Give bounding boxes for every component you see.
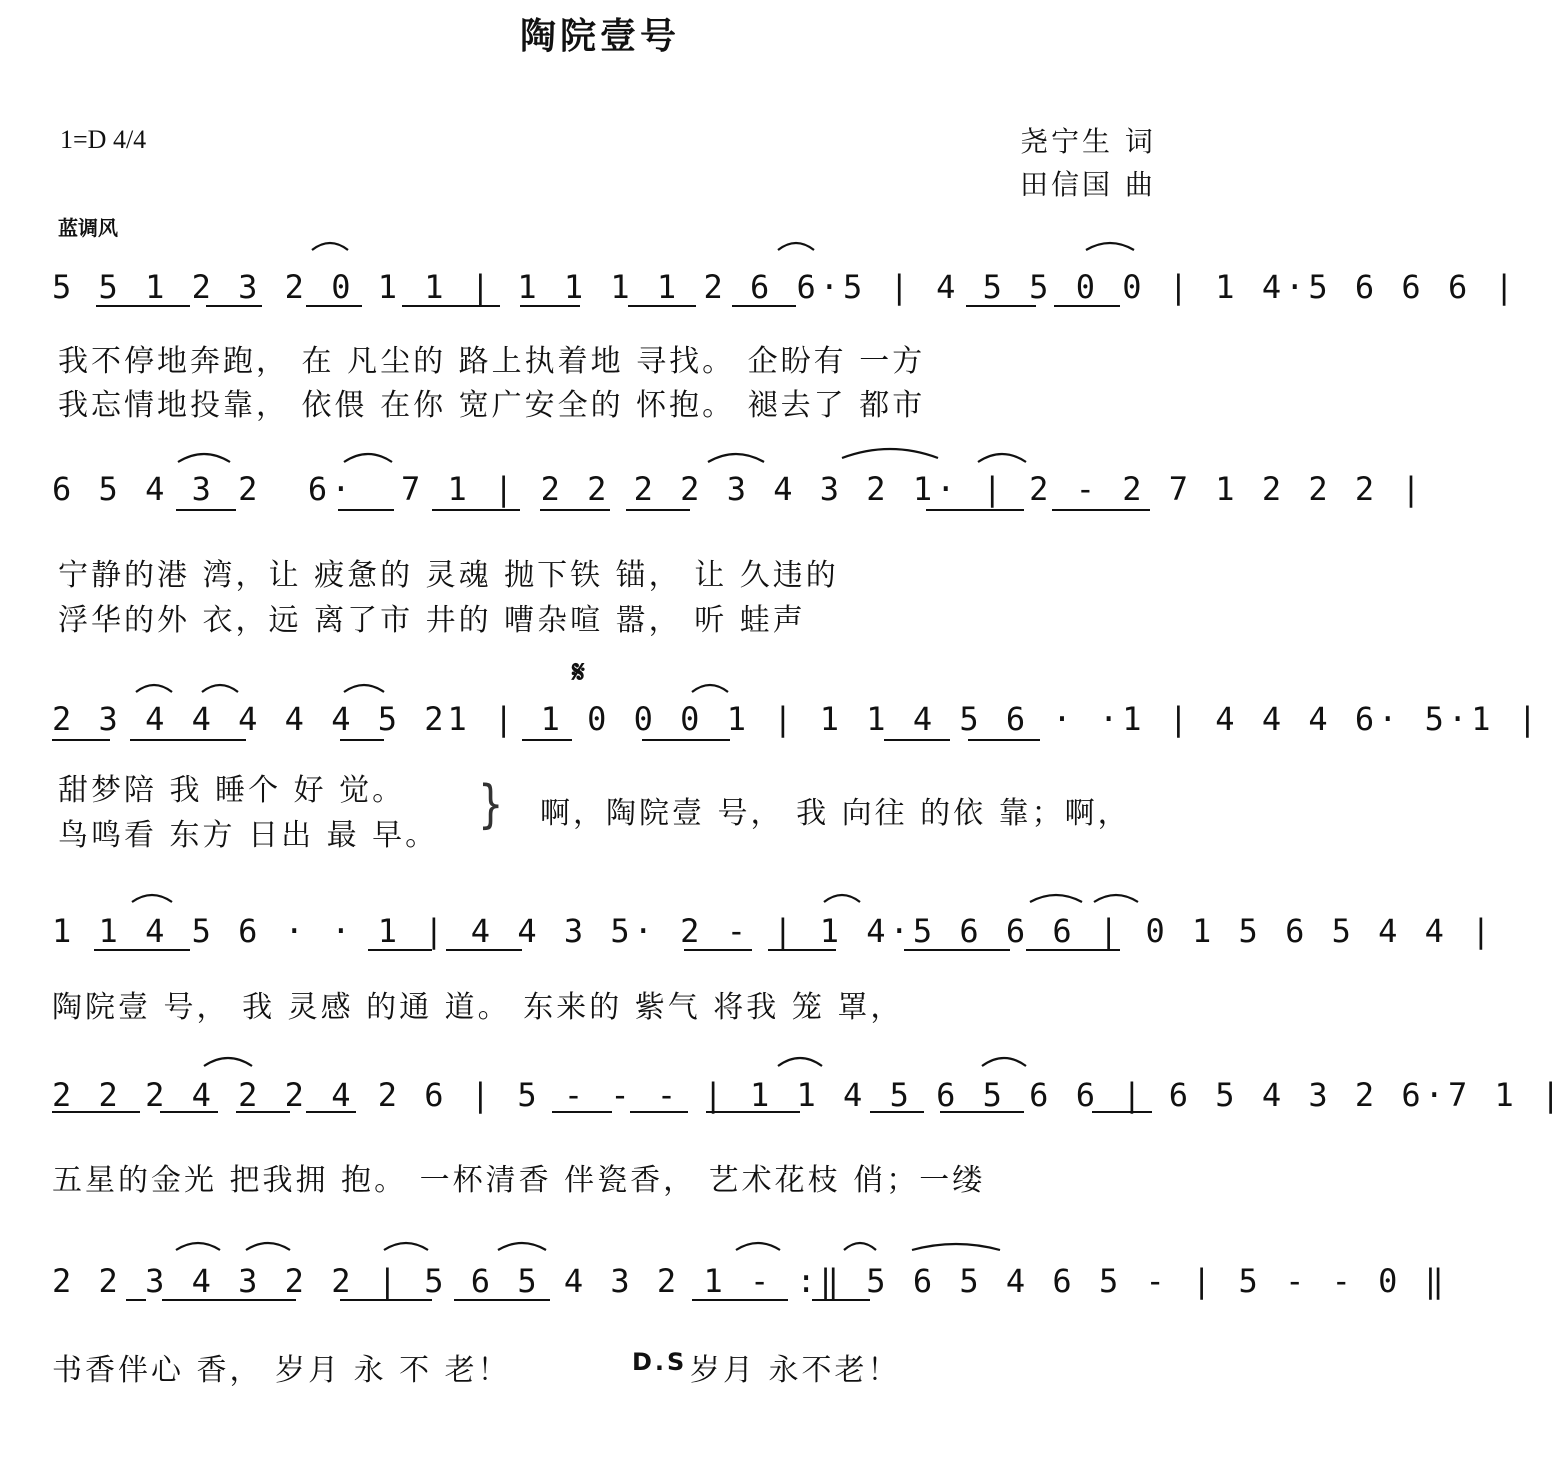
slur-15: [1030, 895, 1082, 902]
slur-25: [844, 1243, 876, 1250]
lyric-line-2a: 宁静的港 湾，让 疲惫的 灵魂 抛下铁 锚， 让 久违的: [58, 558, 839, 593]
slur-14: [824, 895, 860, 902]
lyric-line-3b: 鸟鸣看 东方 日出 最 早。: [58, 818, 439, 853]
lyric-line-5: 五星的金光 把我拥 抱。 一杯清香 伴瓷香， 艺术花枝 俏；一缕: [52, 1163, 986, 1198]
verse-brace: }: [478, 775, 504, 835]
slur-3: [1086, 243, 1134, 250]
slur-4: [178, 454, 230, 462]
slur-6: [708, 454, 764, 462]
slur-8: [978, 454, 1026, 462]
lyric-line-3a: 甜梦陪 我 睡个 好 觉。: [58, 773, 406, 808]
slur-10: [202, 685, 238, 692]
slur-12: [692, 685, 728, 692]
slur-11: [344, 685, 384, 692]
slur-19: [982, 1058, 1026, 1066]
slur-18: [778, 1058, 822, 1066]
lyric-line-4: 陶院壹 号， 我 灵感 的通 道。 东来的 紫气 将我 笼 罩，: [52, 990, 904, 1025]
notation-line-1: 5 5 1 2 3 2 0 1 1 | 1 1 1 1 2 6 6·5 | 4 5 5 0 0 | 1 4·5 6 6 6 |: [52, 268, 1518, 306]
slur-21: [246, 1243, 290, 1250]
slur-23: [498, 1243, 546, 1250]
style-label: 蓝调风: [58, 216, 118, 240]
slur-16: [1094, 895, 1138, 902]
slur-17: [204, 1058, 252, 1066]
segno-mark: 𝄋: [572, 655, 585, 690]
notation-line-5: 2 2 2 4 2 2 4 2 6 | 5 - - - | 1 1 4 5 6 5 6 6 | 6 5 4 3 2 6·7 1 |: [52, 1076, 1564, 1114]
coda-lyric: 岁月 永不老！: [690, 1353, 901, 1388]
lyric-line-1a: 我不停地奔跑， 在 凡尘的 路上执着地 寻找。 企盼有 一方: [58, 344, 926, 379]
lyricist-credit: 尧宁生 词: [1020, 125, 1156, 158]
notation-line-2: 6 5 4 3 2 6· 7 1 | 2 2 2 2 3 4 3 2 1· | 2 - 2 7 1 2 2 2 |: [52, 470, 1425, 508]
lyric-line-6: 书香伴心 香， 岁月 永 不 老！: [52, 1353, 511, 1388]
song-title: 陶院壹号: [519, 16, 680, 57]
refrain-lyric: 啊，陶院壹 号， 我 向往 的依 靠；啊，: [540, 796, 1131, 831]
slur-13: [132, 895, 172, 902]
notation-line-6: 2 2 3 4 3 2 2 | 5 6 5 4 3 2 1 - :‖ 5 6 5 4 6 5 - | 5 - - 0 ‖: [52, 1262, 1448, 1300]
lyric-line-1b: 我忘情地投靠， 依偎 在你 宽广安全的 怀抱。 褪去了 都市: [58, 388, 926, 423]
notation-line-3: 2 3 4 4 4 4 4 5 21 | 1 0 0 0 1 | 1 1 4 5 6 · ·1 | 4 4 4 6· 5·1 |: [52, 700, 1541, 738]
slur-26: [912, 1244, 1000, 1250]
slur-9: [136, 685, 172, 692]
slur-24: [736, 1243, 780, 1250]
slur-20: [176, 1243, 220, 1250]
notation-line-4: 1 1 4 5 6 · · 1 | 4 4 3 5· 2 - | 1 4·5 6 6 6 | 0 1 5 6 5 4 4 |: [52, 912, 1495, 950]
key-signature: 1=D 4/4: [60, 125, 147, 154]
lyric-line-2b: 浮华的外 衣，远 离了市 井的 嘈杂喧 嚣， 听 蛙声: [58, 603, 806, 638]
composer-credit: 田信国 曲: [1020, 168, 1156, 201]
slur-7: [842, 449, 938, 458]
slur-5: [344, 454, 392, 462]
slur-2: [778, 243, 814, 250]
slur-22: [384, 1243, 428, 1250]
slur-1: [312, 243, 348, 250]
ds-marker: D.S: [632, 1348, 688, 1376]
